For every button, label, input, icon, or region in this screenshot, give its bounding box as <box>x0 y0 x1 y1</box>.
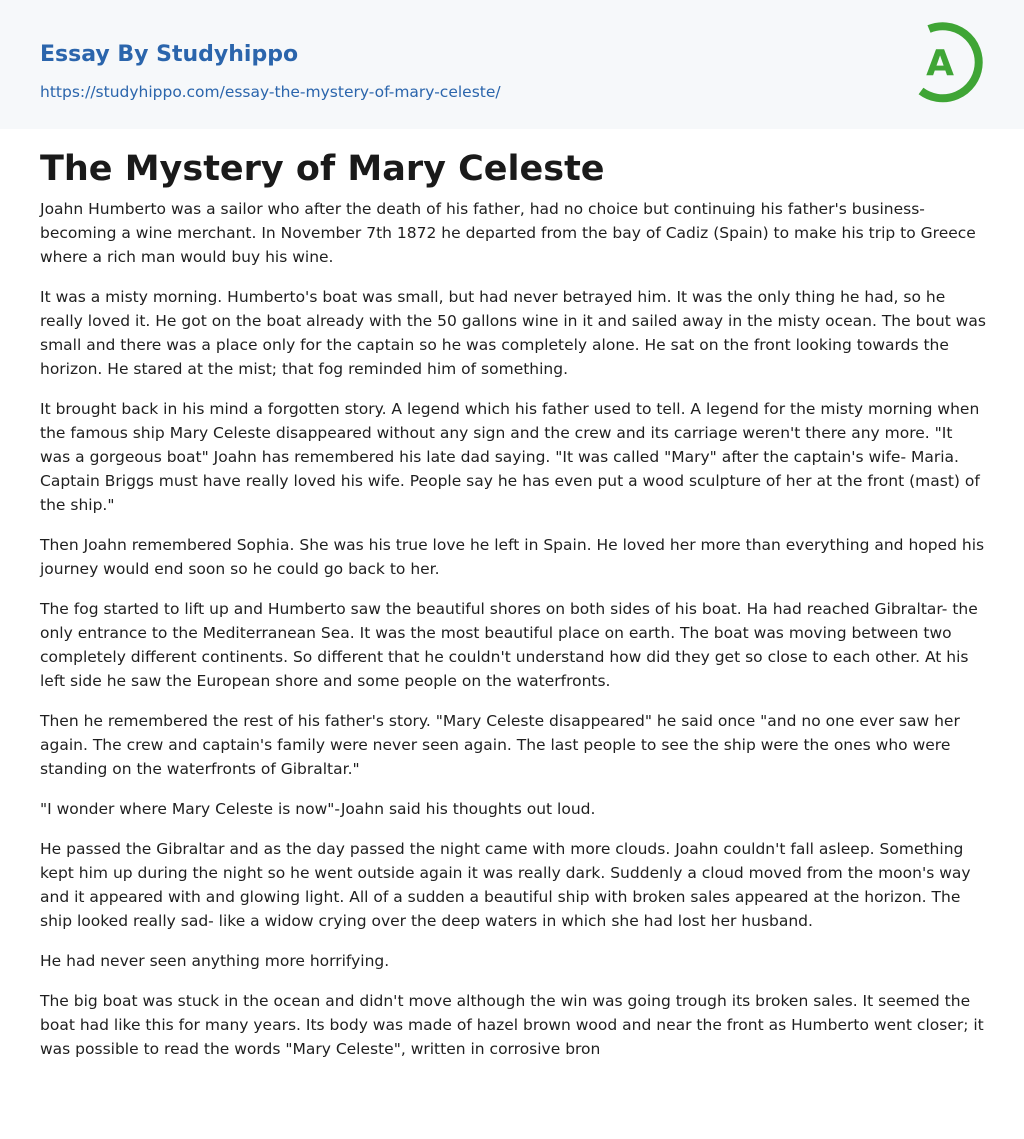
essay-paragraph: He passed the Gibraltar and as the day passed the night came with more clouds. Joahn couldn't fall asleep. Something kept him up during the night so he went outside again it was really dark. Suddenly a cloud moved from the moon's way and it appeared with and glowing light. All of a sudden a beautiful ship with broken sales appeared at the horizon. The ship looked really sad- like a widow crying over the deep waters in which she had lost her husband. <box>40 840 971 930</box>
essay-paragraph: "I wonder where Mary Celeste is now"-Joahn said his thoughts out loud. <box>40 800 596 818</box>
essay-url-link[interactable]: https://studyhippo.com/essay-the-mystery-of-mary-celeste/ <box>40 83 501 101</box>
brand-title: Essay By Studyhippo <box>40 42 299 67</box>
page-header <box>0 0 1024 129</box>
essay-paragraph: It brought back in his mind a forgotten story. A legend which his father used to tell. A legend for the misty morning when the famous ship Mary Celeste disappeared without any sign and the crew and its carriage weren't there any more. "It was a gorgeous boat" Joahn has remembered his late dad saying. "It was called "Mary" after the captain's wife- Maria. Captain Briggs must have really loved his wife. People say he has even put a wood sculpture of her at the front (mast) of the ship." <box>40 400 980 514</box>
essay-paragraph: The fog started to lift up and Humberto saw the beautiful shores on both sides of his boat. Ha had reached Gibraltar- the only entrance to the Mediterranean Sea. It was the most beautiful place on earth. The boat was moving between two completely different continents. So different that he couldn't understand how did they get so close to each other. At his left side he saw the European shore and some people on the waterfronts. <box>40 600 978 690</box>
logo-letter: A <box>926 43 954 84</box>
essay-paragraph: Joahn Humberto was a sailor who after the death of his father, had no choice but continuing his father's business- becoming a wine merchant. In November 7th 1872 he departed from the bay of Cadiz (Spain) to make his trip to Greece where a rich man would buy his wine. <box>40 200 976 266</box>
essay-title: The Mystery of Mary Celeste <box>40 149 605 189</box>
essay-paragraph: It was a misty morning. Humberto's boat was small, but had never betrayed him. It was the only thing he had, so he really loved it. He got on the boat already with the 50 gallons wine in it and sailed away in the misty ocean. The bout was small and there was a place only for the captain so he was completely alone. He sat on the front looking towards the horizon. He stared at the mist; that fog reminded him of something. <box>40 288 986 378</box>
essay-paragraph: Then he remembered the rest of his father's story. "Mary Celeste disappeared" he said once "and no one ever saw her again. The crew and captain's family were never seen again. The last people to see the ship were the ones who were standing on the waterfronts of Gibraltar." <box>40 712 960 778</box>
essay-content <box>0 147 1024 1061</box>
essay-paragraph: He had never seen anything more horrifying. <box>40 952 390 970</box>
essay-paragraph: Then Joahn remembered Sophia. She was his true love he left in Spain. He loved her more than everything and hoped his journey would end soon so he could go back to her. <box>40 536 985 578</box>
essay-paragraph: The big boat was stuck in the ocean and didn't move although the win was going trough its broken sales. It seemed the boat had like this for many years. Its body was made of hazel brown wood and near the front as Humberto went closer; it was possible to read the words "Mary Celeste", written in corrosive bron <box>40 992 984 1058</box>
studyhippo-logo-icon[interactable] <box>911 19 987 105</box>
